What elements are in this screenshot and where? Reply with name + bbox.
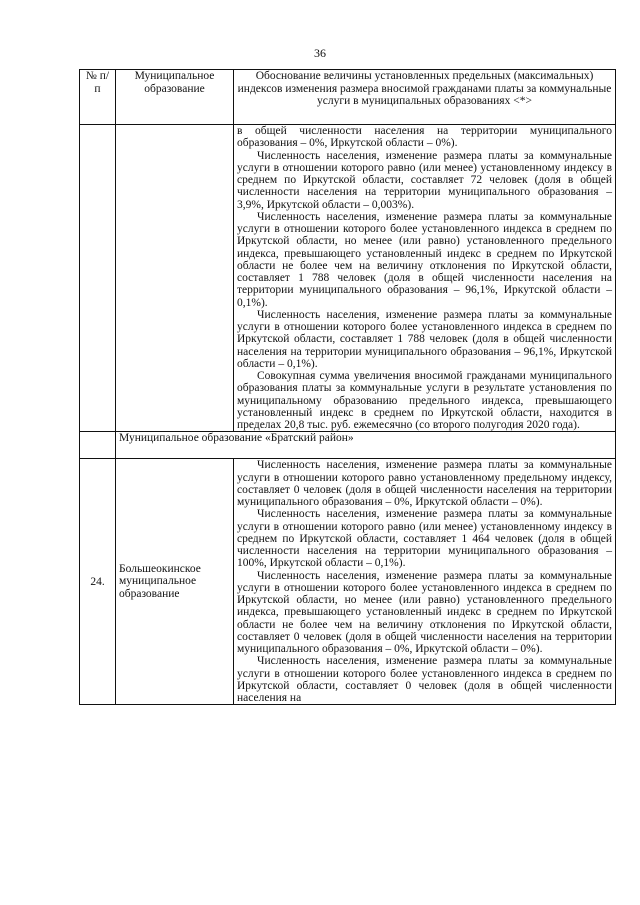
paragraph: Численность населения, изменение размера платы за коммунальные услуги в отношении которого равно (или менее) установленному индексу в среднем по Иркутской области, составляет 72 человек (доля в общей численности населения на территории муниципального образования – 3,9%, Иркутской области – 0,003%). xyxy=(237,149,612,211)
paragraph: Численность населения, изменение размера платы за коммунальные услуги в отношении которого равно установленному предельному индексу, составляет 0 человек (доля в общей численности населения на территории муниципального образования – 0%, Иркутской области – 0%). xyxy=(237,459,612,508)
table-row xyxy=(80,459,616,705)
continuation-row xyxy=(80,125,616,432)
section-title: Муниципальное образование «Братский район» xyxy=(116,432,616,459)
paragraph: Численность населения, изменение размера платы за коммунальные услуги в отношении которого более установленного индекса в среднем по Иркутской области, но менее (или равно) установленного предельного индекса, превышающего установленный индекс в среднем по Иркутской области не более чем на величину отклонения по Иркутской области, составляет 0 человек (доля в общей численности населения на территории муниципального образования – 0%, Иркутской области – 0%). xyxy=(237,569,612,655)
section-number-cell xyxy=(80,432,116,459)
paragraph: Численность населения, изменение размера платы за коммунальные услуги в отношении которого более установленного индекса в среднем по Иркутской области, составляет 1 788 человек (доля в общей численности населения на территории муниципального образования – 96,1%, Иркутской области – 0,1%). xyxy=(237,308,612,370)
header-municipality: Муниципальное образование xyxy=(116,70,234,125)
paragraph: в общей численности населения на территории муниципального образования – 0%, Иркутской области – 0%). xyxy=(237,125,612,150)
table-header-row xyxy=(80,70,616,125)
paragraph: Численность населения, изменение размера платы за коммунальные услуги в отношении которого более установленного индекса в среднем по Иркутской области, составляет 0 человек (доля в общей численности населения на xyxy=(237,655,612,704)
paragraph: Совокупная сумма увеличения вносимой гражданами муниципального образования платы за коммунальные услуги в результате установления по муниципальному образованию предельного индекса, превышающего установленный индекс в среднем по Иркутской области, находится в пределах 20,8 тыс. руб. ежемесячно (со второго полугодия 2020 года). xyxy=(237,370,612,431)
row-number: 24. xyxy=(80,459,116,705)
row-municipality: Большеокинское муниципальное образование xyxy=(116,459,234,705)
section-row xyxy=(80,432,616,459)
justification-table xyxy=(79,69,616,705)
paragraph: Численность населения, изменение размера платы за коммунальные услуги в отношении которого более установленного индекса в среднем по Иркутской области, но менее (или равно) установленного предельного индекса, превышающего установленный индекс в среднем по Иркутской области не более чем на величину отклонения по Иркутской области, составляет 1 788 человек (доля в общей численности населения на территории муниципального образования – 96,1%, Иркутской области – 0,1%). xyxy=(237,210,612,309)
page-number: 36 xyxy=(314,46,326,60)
continuation-number-cell xyxy=(80,125,116,432)
row-text-cell xyxy=(234,459,616,705)
header-number: № п/п xyxy=(80,70,116,125)
continuation-municipality-cell xyxy=(116,125,234,432)
header-justification: Обоснование величины установленных предельных (максимальных) индексов изменения размера вносимой гражданами платы за коммунальные услуги в муниципальных образованиях <*> xyxy=(234,70,616,125)
continuation-text-cell xyxy=(234,125,616,432)
paragraph: Численность населения, изменение размера платы за коммунальные услуги в отношении которого равно (или менее) установленному индексу в среднем по Иркутской области, составляет 1 464 человек (доля в общей численности населения на территории муниципального образования – 100%, Иркутской области – 0,1%). xyxy=(237,508,612,570)
